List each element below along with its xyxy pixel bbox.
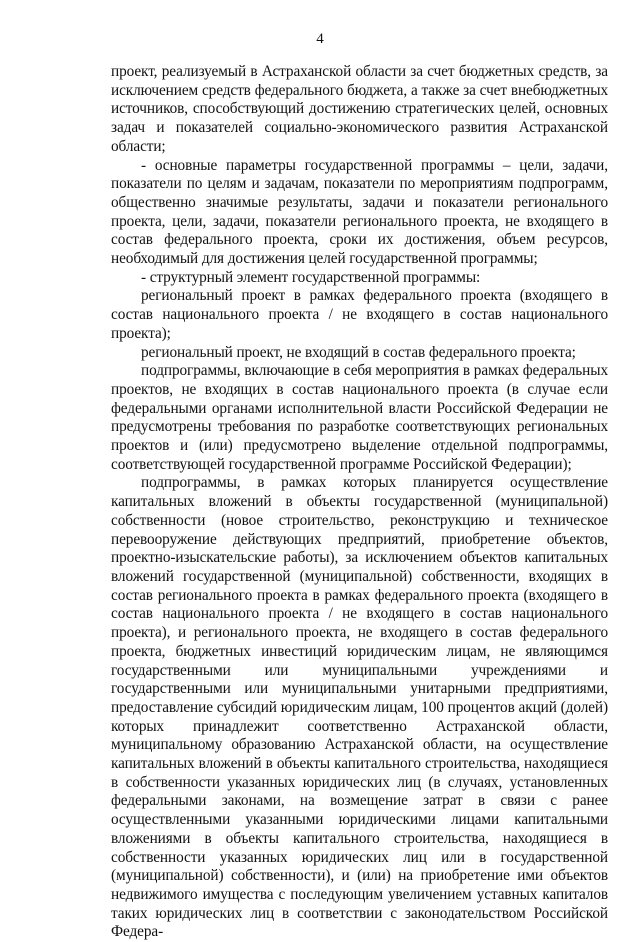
page-number: 4 [316,31,324,47]
paragraph-6: подпрограммы, включающие в себя мероприятия в рамках федеральных проектов, не входящих в состав национального проекта (в случае если федеральными органами исполнительной власти Российской Федерации не предусмотрены требования по разработке соответствующих региональных проектов и (или) предусмотрено выделение отдельной подпрограммы, соответствующей государственной программе Российской Федерации); [111,362,608,473]
page-body [111,63,608,942]
paragraph-4: региональный проект в рамках федерального проекта (входящего в состав национального проекта / не входящего в состав национального проекта); [111,287,608,342]
paragraph-5: региональный проект, не входящий в состав федерального проекта; [141,343,576,361]
paragraph-7: подпрограммы, в рамках которых планируется осуществление капитальных вложений в объекты государственной (муниципальной) собственности (новое строительство, реконструкцию и техническое перевооружение действующих предприятий, приобретение объектов, проектно-изыскательские работы), за исключением объектов капитальных вложений государственной (муниципальной) собственности, входящих в состав регионального проекта в рамках федерального проекта (входящего в состав национального проекта / не входящего в состав национального проекта), и регионального проекта, не входящего в состав федерального проекта, бюджетных инвестиций юридическим лицам, не являющимся государственными или муниципальными учреждениями и государственными или муниципальными унитарными предприятиями, предоставление субсидий юридическим лицам, 100 процентов акций (долей) которых принадлежит соответственно Астраханской области, муниципальному образованию Астраханской области, на осуществление капитальных вложений в объекты капитального строительства, находящиеся в собственности указанных юридических лиц (в случаях, установленных федеральными законами, на возмещение затрат в связи с ранее осуществленными указанными юридическими лицами капитальными вложениями в объекты капитального строительства, находящиеся в собственности указанных юридических лиц или в государственной (муниципальной) собственности), и (или) на приобретение ими объектов недвижимого имущества с последующим увеличением уставных капиталов таких юридических лиц в соответствии с законодательством Российской Федера- [111,474,608,941]
paragraph-3: - структурный элемент государственной программы: [141,268,481,286]
paragraph-1: проект, реализуемый в Астраханской области за счет бюджетных средств, за исключением средств федерального бюджета, а также за счет внебюджетных источников, способствующий достижению стратегических целей, основных задач и показателей социально-экономического развития Астраханской области; [111,63,608,155]
paragraph-2: - основные параметры государственной программы – цели, задачи, показатели по целям и задачам, показатели по мероприятиям подпрограмм, общественно значимые результаты, задачи и показатели регионального проекта, цели, задачи, показатели регионального проекта, не входящего в состав федерального проекта, сроки их достижения, объем ресурсов, необходимый для достижения целей государственной программы; [111,156,608,268]
